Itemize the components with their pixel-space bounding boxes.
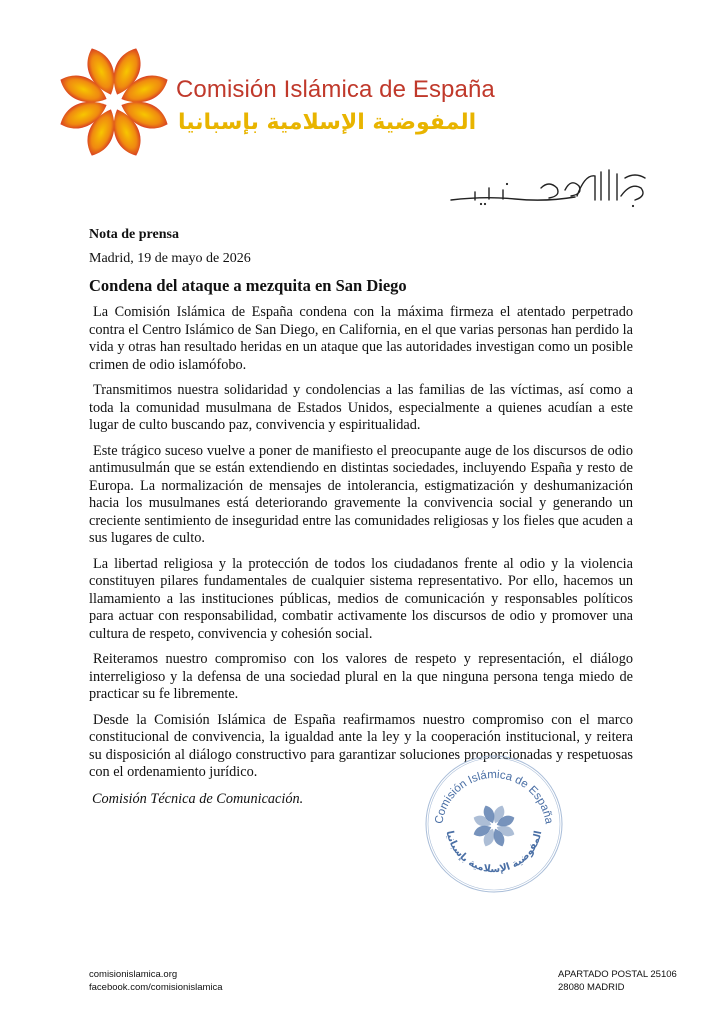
footer-website: comisionislamica.org [89,969,178,980]
document-kicker: Nota de prensa [89,227,179,242]
footer-postal-box: APARTADO POSTAL 25106 [558,969,677,980]
body-paragraph: Reiteramos nuestro compromiso con los valores de respeto y representación, el diálogo interreligioso y la defensa de una sociedad plural en la que ninguna persona tenga miedo de practicar su fe libremente. [89,651,633,702]
seal-text-arabic: المفوضية الإسلامية بإسبانيا [443,829,545,876]
footer-facebook: facebook.com/comisionislamica [89,982,223,993]
organization-seal [424,754,564,894]
org-name: Comisión Islámica de España [176,76,495,103]
press-release [89,226,633,808]
body-paragraph: Este trágico suceso vuelve a poner de manifiesto el preocupante auge de los discursos de odio antimusulmán que se están extendiendo en distintas sociedades, incluyendo España y resto de Europa. La normalización de mensajes de intolerancia, estigmatización y deshumanización hacia los musulmanes está deteriorando gravemente la convivencia social y generando un creciente sentimiento de inseguridad entre las comunidades religiosas y los fieles que acuden a sus lugares de culto. [89,442,633,546]
footer-contact [89,968,223,994]
footer-postal [558,968,677,994]
body-paragraph: Desde la Comisión Islámica de España reafirmamos nuestro compromiso con el marco constitucional de convivencia, la igualdad ante la ley y la cooperación institucional, y reitera su disposición al diálogo constructivo para garantizar soluciones proporcionadas y respetuosas con el ordenamiento jurídico. [89,711,633,780]
footer-postal-city: 28080 MADRID [558,982,625,993]
seal-text: Comisión Islámica de España [433,768,555,825]
body-paragraph: La Comisión Islámica de España condena con la máxima firmeza el atentado perpetrado contra el Centro Islámico de San Diego, en California, en el que varias personas han perdido la vida y otras han resultado heridas en un ataque que las autoridades investigan como un posible crimen de odio islamófobo. [89,304,633,373]
seal-flower-icon [472,804,516,848]
document-headline: Condena del ataque a mezquita en San Diego [89,276,407,295]
body-paragraph: Transmitimos nuestra solidaridad y condolencias a las familias de las víctimas, así como a toda la comunidad musulmana de Estados Unidos, especialmente a quienes acudían a este lugar de culto buscando paz, convivencia y espiritualidad. [89,382,633,433]
document-date: Madrid, 19 de mayo de 2026 [89,251,251,266]
body-paragraph: La libertad religiosa y la protección de todos los ciudadanos frente al odio y la violencia constituyen pilares fundamentales de cualquier sistema representativo. Por ello, hacemos un llamamiento a las instituciones públicas, medios de comunicación y responsables políticos para actuar con responsabilidad, combatir activamente los discursos de odio y promover una cultura de respeto, convivencia y cohesión social. [89,555,633,642]
basmala-calligraphy-icon [445,166,653,210]
flower-logo-icon [52,40,176,164]
org-name-arabic: المفوضية الإسلامية بإسبانيا [178,110,477,135]
header-logo [52,40,495,180]
signature: Comisión Técnica de Comunicación. [92,790,304,807]
